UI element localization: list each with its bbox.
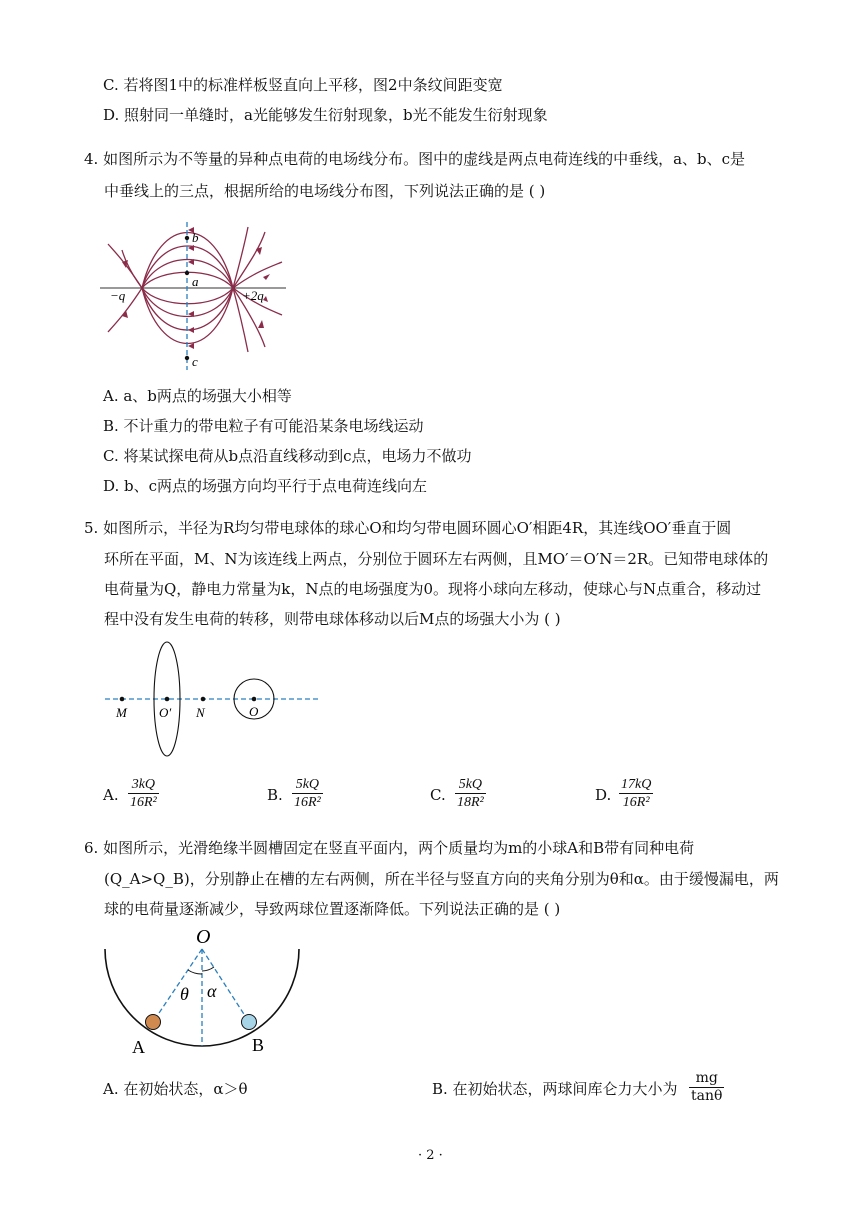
label-b: b <box>192 230 199 245</box>
label-neg-charge: −q <box>110 288 126 303</box>
point-o <box>252 697 257 702</box>
label-theta: θ <box>180 984 189 1004</box>
q5-option-d-fraction <box>619 776 653 811</box>
point-o-prime <box>165 697 170 702</box>
point-b <box>185 236 189 240</box>
label-o-prime: O′ <box>159 705 172 720</box>
label-a: A <box>132 1037 145 1057</box>
q5-stem-line2: 环所在平面，M、N为该连线上两点，分别位于圆环左右两侧，且MO′＝O′N＝2R。已知带电球体的 <box>104 550 769 568</box>
q4-option-b: B. 不计重力的带电粒子有可能沿某条电场线运动 <box>103 417 424 435</box>
label-o: O <box>249 704 259 719</box>
q5-option-c-fraction <box>455 776 486 811</box>
q5-stem-line4: 程中没有发生电荷的转移，则带电球体移动以后M点的场强大小为 ( ) <box>104 610 561 628</box>
q4-stem-line2: 中垂线上的三点，根据所给的电场线分布图，下列说法正确的是 ( ) <box>104 182 546 200</box>
q5-option-b-num: 5kQ <box>292 776 323 794</box>
label-c: c <box>192 354 198 369</box>
q5-option-a-num: 3kQ <box>128 776 159 794</box>
q6-semicircle-groove-figure <box>100 925 315 1060</box>
ball-b <box>242 1015 257 1030</box>
ball-a <box>146 1015 161 1030</box>
q4-option-a: A. a、b两点的场强大小相等 <box>103 387 292 405</box>
theta-arc <box>188 970 202 974</box>
q3-option-c: C. 若将图1中的标准样板竖直向上平移，图2中条纹间距变宽 <box>103 76 503 94</box>
q4-option-d: D. b、c两点的场强方向均平行于点电荷连线向左 <box>103 477 428 495</box>
q5-option-a-label: A. <box>103 786 119 804</box>
alpha-arc <box>202 967 214 971</box>
q6-option-a: A. 在初始状态，α＞θ <box>103 1080 248 1098</box>
q5-option-a-den: 16R² <box>130 795 157 810</box>
label-o: O <box>196 926 211 948</box>
point-a <box>185 271 189 275</box>
label-pos-charge: +2q <box>242 288 264 303</box>
q5-option-d-label: D. <box>595 786 612 804</box>
label-alpha: α <box>207 981 217 1001</box>
q5-option-b-den: 16R² <box>294 795 321 810</box>
q6-option-b-den: tanθ <box>691 1088 723 1104</box>
point-n <box>201 697 206 702</box>
q4-field-line-figure <box>100 222 300 372</box>
label-a: a <box>192 274 199 289</box>
q5-option-d-den: 16R² <box>622 795 650 810</box>
q5-option-c-label: C. <box>430 786 446 804</box>
q5-option-a-fraction <box>128 776 159 811</box>
label-n: N <box>196 705 205 720</box>
q6-stem-line2: (Q_A>Q_B)，分别静止在槽的左右两侧，所在半径与竖直方向的夹角分别为θ和α。由于缓慢漏电，两 <box>104 870 779 888</box>
point-c <box>185 356 189 360</box>
q5-ring-sphere-figure <box>100 640 320 765</box>
q6-option-b-fraction <box>689 1070 724 1105</box>
q6-option-b-num: mg <box>689 1070 724 1088</box>
q5-stem-line1: 5. 如图所示，半径为R均匀带电球体的球心O和均匀带电圆环圆心O′相距4R，其连线OO′垂直于圆 <box>84 519 732 537</box>
page-number: · 2 · <box>418 1148 443 1163</box>
q5-option-d-num: 17kQ <box>621 777 652 792</box>
radius-to-a <box>153 949 202 1022</box>
q5-option-b-label: B. <box>267 786 283 804</box>
q3-option-d: D. 照射同一单缝时，a光能够发生衍射现象，b光不能发生衍射现象 <box>103 106 548 124</box>
q5-option-c-den: 18R² <box>457 795 484 810</box>
q6-stem-line3: 球的电荷量逐渐减少，导致两球位置逐渐降低。下列说法正确的是 ( ) <box>104 900 561 918</box>
q6-option-b: B. 在初始状态，两球间库仑力大小为 <box>432 1080 678 1098</box>
q4-stem-line1: 4. 如图所示为不等量的异种点电荷的电场线分布。图中的虚线是两点电荷连线的中垂线，a、b、c是 <box>84 150 746 168</box>
q5-stem-line3: 电荷量为Q，静电力常量为k，N点的电场强度为0。现将小球向左移动，使球心与N点重合，移动过 <box>104 580 762 598</box>
q5-option-c-num: 5kQ <box>455 776 486 794</box>
q4-option-c: C. 将某试探电荷从b点沿直线移动到c点，电场力不做功 <box>103 447 472 465</box>
label-b: B <box>252 1035 265 1055</box>
q6-stem-line1: 6. 如图所示，光滑绝缘半圆槽固定在竖直平面内，两个质量均为m的小球A和B带有同种电荷 <box>84 839 695 857</box>
label-m: M <box>116 705 127 720</box>
q5-option-b-fraction <box>292 776 323 811</box>
point-m <box>120 697 125 702</box>
